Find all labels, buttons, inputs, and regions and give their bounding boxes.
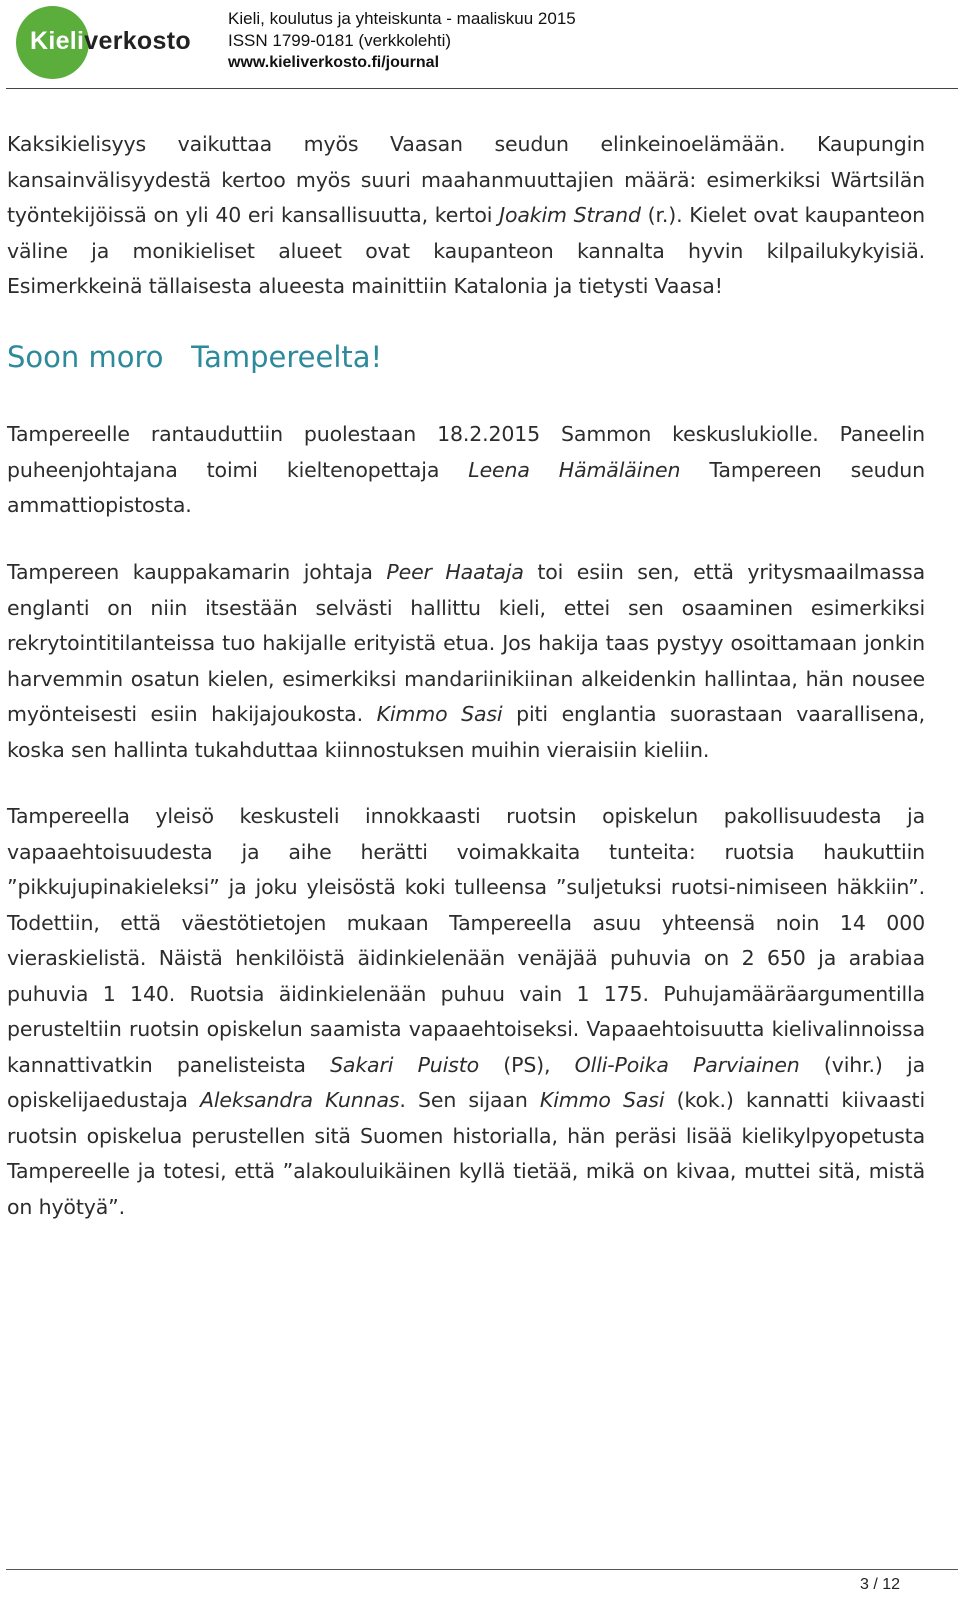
person-name: Kimmo Sasi (376, 702, 503, 726)
text: piti englantia suorastaan vaarallisena, koska sen hallinta tukahduttaa kiinnostuksen muihin vieraisiin kieliin. (7, 702, 925, 762)
text: (kok.) kannatti kiivaasti ruotsin opiskelua perustellen sitä Suomen historialla, hän peräsi lisää kielikylpyopetusta Tampereelle ja totesi, että ”alakouluikäinen kyllä tietää, mikä on kivaa, muttei sitä, mistä on hyötyä”. (7, 1088, 925, 1219)
person-name: Olli-Poika Parviainen (574, 1052, 800, 1077)
paragraph-3 (7, 555, 925, 768)
issn: ISSN 1799-0181 (verkkolehti) (228, 31, 452, 50)
text: . Sen sijaan (399, 1088, 540, 1112)
text: Kaksikielisyys vaikuttaa myös Vaasan seudun elinkeinoelämään. Kaupungin kansainvälisyydestä kertoo myös suuri maahanmuuttajien määrä: esimerkiksi Wärtsilän työntekijöissä on yli 40 eri kansallisuutta, kertoi (7, 132, 925, 227)
logo (30, 27, 191, 56)
text: Tampereelle rantauduttiin puolestaan 18.2.2015 Sammon keskuslukiolle. Paneelin puheenjohtajana toimi kieltenopettaja (7, 422, 925, 482)
text: Tampereen kauppakamarin johtaja (7, 560, 387, 584)
footer-divider (6, 1569, 958, 1570)
person-name: Kimmo Sasi (539, 1088, 665, 1112)
paragraph-2 (7, 417, 925, 524)
text: Tampereella yleisö keskusteli innokkaasti ruotsin opiskelun pakollisuudesta ja vapaaehtoisuudesta ja aihe herätti voimakkaita tunteita: ruotsia haukuttiin ”pikkujupinakieleksi” ja joku yleisöstä koki tulleensa ”suljetuksi ruotsi-nimiseen häkkiin”. Todettiin, että väestötietojen mukaan Tampereella asuu yhteensä noin 14 000 vieraskielistä. Näistä henkilöistä äidinkielenään venäjää puhuvia on 2 650 ja arabiaa puhuvia 1 140. Ruotsia äidinkielenään puhuu vain 1 175. Puhujamääräargumentilla perusteltiin ruotsin opiskelun saamista vapaaehtoiseksi. Vapaaehtoisuutta kielivalinnoissa kannattivatkin panelisteista (7, 804, 925, 1077)
text: toi esiin sen, että yritysmaailmassa englanti on niin itsestään selvästi hallittu kieli, ettei sen osaaminen esimerkiksi rekrytointitilanteissa tuo hakijalle erityistä etua. Jos hakija taas pystyy osoittamaan jonkin harvemmin osatun kielen, esimerkiksi mandariinikiinan alkeidenkin hallintaa, hän nousee myönteisesti esiin hakijajoukosta. (7, 560, 925, 726)
person-name: Sakari Puisto (330, 1052, 479, 1077)
text: (PS), (478, 1052, 575, 1077)
person-name: Leena Hämäläinen (468, 457, 681, 482)
paragraph-4 (7, 799, 925, 1225)
page-header (0, 0, 960, 90)
person-name: Joakim Strand (499, 203, 641, 227)
section-heading: Soon moro Tampereelta! (7, 340, 383, 374)
header-divider (6, 88, 958, 89)
text: (vihr.) ja opiskelijaedustaja (7, 1052, 925, 1112)
journal-title: Kieli, koulutus ja yhteiskunta - maaliskuu 2015 (228, 9, 576, 28)
article-body (7, 127, 925, 1219)
person-name: Peer Haataja (386, 560, 524, 584)
journal-url[interactable]: www.kieliverkosto.fi/journal (228, 54, 440, 71)
logo-part2: verkosto (84, 27, 191, 55)
page-number: 3 / 12 (859, 1576, 900, 1593)
logo-part1: Kieli (30, 27, 85, 55)
person-name: Aleksandra Kunnas (200, 1088, 400, 1112)
journal-meta (228, 8, 576, 74)
text: Tampereen seudun ammattiopistosta. (7, 457, 925, 517)
paragraph-1 (7, 127, 925, 305)
text: (r.). Kielet ovat kaupanteon väline ja monikieliset alueet ovat kaupanteon kannalta hyvin kilpailukykyisiä. Esimerkkeinä tällaisesta alueesta mainittiin Katalonia ja tietysti Vaasa! (7, 203, 925, 298)
